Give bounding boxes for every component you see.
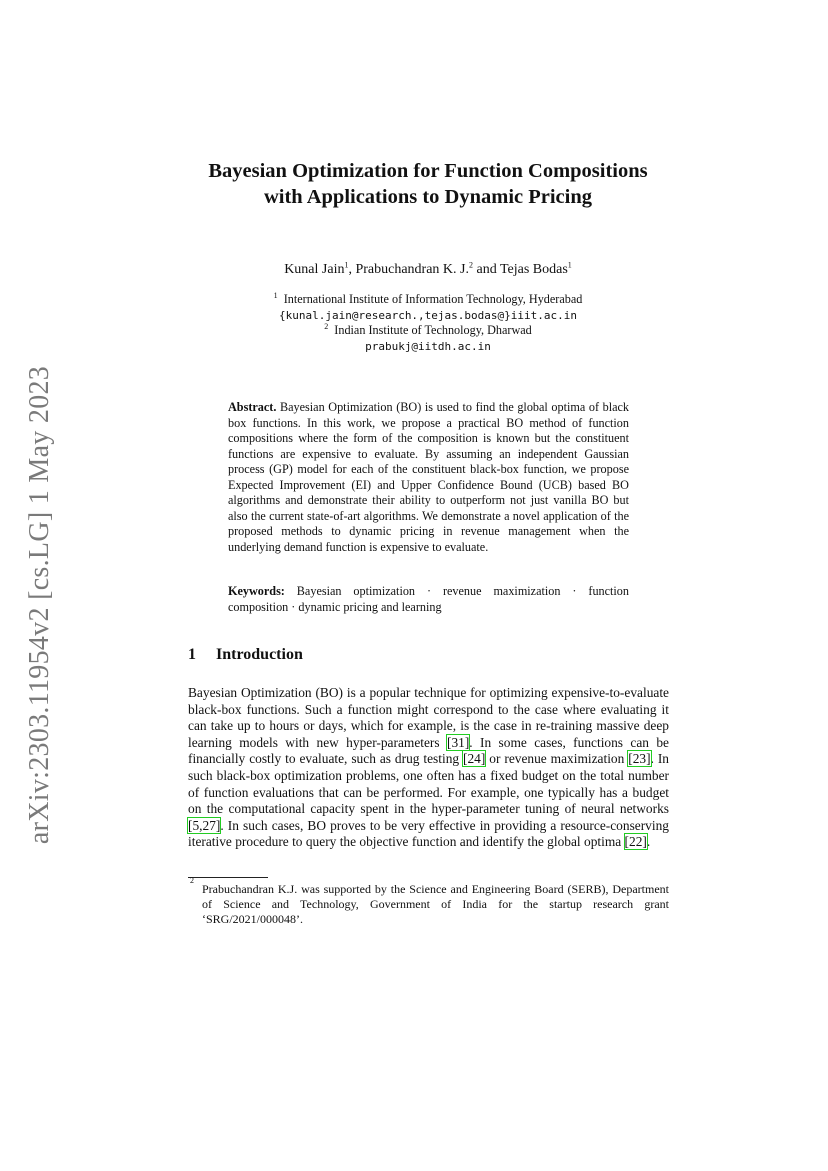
author-affil-mark: 2: [468, 260, 473, 270]
affiliation-name: International Institute of Information Technology, Hyderabad: [283, 292, 583, 306]
keywords: [228, 584, 629, 615]
author-affil-mark: 1: [344, 260, 349, 270]
abstract-label: Abstract.: [228, 400, 277, 414]
affiliation-mark: 2: [324, 321, 329, 331]
intro-text: . In such cases, BO proves to be very effective in providing a resource-conserving iterative procedure to query the objective function and identify the global optima: [188, 817, 669, 850]
intro-text: . In some cases, functions can be financially costly to evaluate, such as drug testing: [188, 734, 669, 767]
author-separator: and: [472, 262, 500, 277]
author-name: Tejas Bodas: [499, 262, 568, 277]
keywords-label: Keywords:: [228, 584, 285, 598]
affiliation-email: prabukj@iitdh.ac.in: [365, 339, 491, 353]
paper-title: Bayesian Optimization for Function Compositions with Applications to Dynamic Pricing: [208, 160, 648, 208]
footnote: 2 Prabuchandran K.J. was supported by the Science and Engineering Board (SERB), Department of Science and Technology, Government of India for the startup research grant ‘SRG/2021/000048’.: [190, 876, 669, 927]
citation-link[interactable]: [22]: [624, 834, 647, 850]
arxiv-identifier: [20, 365, 60, 845]
citation-link[interactable]: [23]: [628, 751, 651, 767]
keywords-text: Bayesian optimization · revenue maximization · function composition · dynamic pricing and learning: [228, 584, 629, 614]
author-list: [190, 262, 666, 278]
abstract-text: Bayesian Optimization (BO) is used to find the global optima of black box functions. In this work, we propose a practical BO method of function compositions where the form of the composition is known but the constituent functions are expensive to evaluate. By assuming an independent Gaussian process (GP) model for each of the constituent black-box function, we propose Expected Improvement (EI) and Upper Confidence Bound (UCB) based BO algorithms and demonstrate their ability to outperform not just vanilla BO but also the current state-of-art algorithms. We demonstrate a novel application of the proposed methods to dynamic pricing in revenue management when the underlying demand function is expensive to evaluate.: [228, 400, 629, 554]
intro-text: .: [646, 834, 651, 850]
citation-link[interactable]: [5,27]: [188, 817, 221, 833]
citation-link[interactable]: [24]: [463, 751, 486, 767]
intro-text: . In such black-box optimization problems, one often has a fixed budget on the total number of function evaluations that can be performed. For example, one typically has a budget on the computational capacity spent in the hyper-parameter tuning of neural networks: [188, 751, 669, 817]
affiliation-name: Indian Institute of Technology, Dharwad: [334, 323, 532, 337]
section-title: Introduction: [216, 646, 303, 663]
author-name: Kunal Jain: [284, 262, 345, 277]
author-name: Prabuchandran K. J.: [355, 262, 469, 277]
intro-paragraph: [188, 685, 669, 851]
affiliation: [190, 292, 666, 308]
footnote-text: Prabuchandran K.J. was supported by the Science and Engineering Board (SERB), Department of Science and Technology, Government of India for the startup research grant ‘SRG/2021/000048’.: [202, 882, 669, 927]
affiliation-mark: 1: [273, 290, 278, 300]
section-heading: [188, 646, 303, 664]
footnote-rule: [188, 877, 268, 878]
affiliation: [190, 323, 666, 339]
affiliation-email: {kunal.jain@research.,tejas.bodas@}iiit.ac.in: [278, 308, 577, 322]
abstract: [228, 400, 629, 555]
affiliations: [190, 292, 666, 354]
intro-text: Bayesian Optimization (BO) is a popular technique for optimizing expensive-to-evaluate black-box functions. Such a function might correspond to the case where evaluating it can take up to hours or days, which for example, is the case in re-training massive deep learning models with new hyper-parameters: [188, 685, 669, 750]
intro-text: or revenue maximization: [485, 751, 629, 767]
citation-link[interactable]: [31]: [446, 734, 470, 750]
author-separator: ,: [348, 262, 356, 277]
author-affil-mark: 1: [567, 260, 572, 270]
arxiv-identifier-text: arXiv:2303.11954v2 [cs.LG] 1 May 2023: [24, 365, 55, 845]
section-number: 1: [188, 646, 196, 663]
